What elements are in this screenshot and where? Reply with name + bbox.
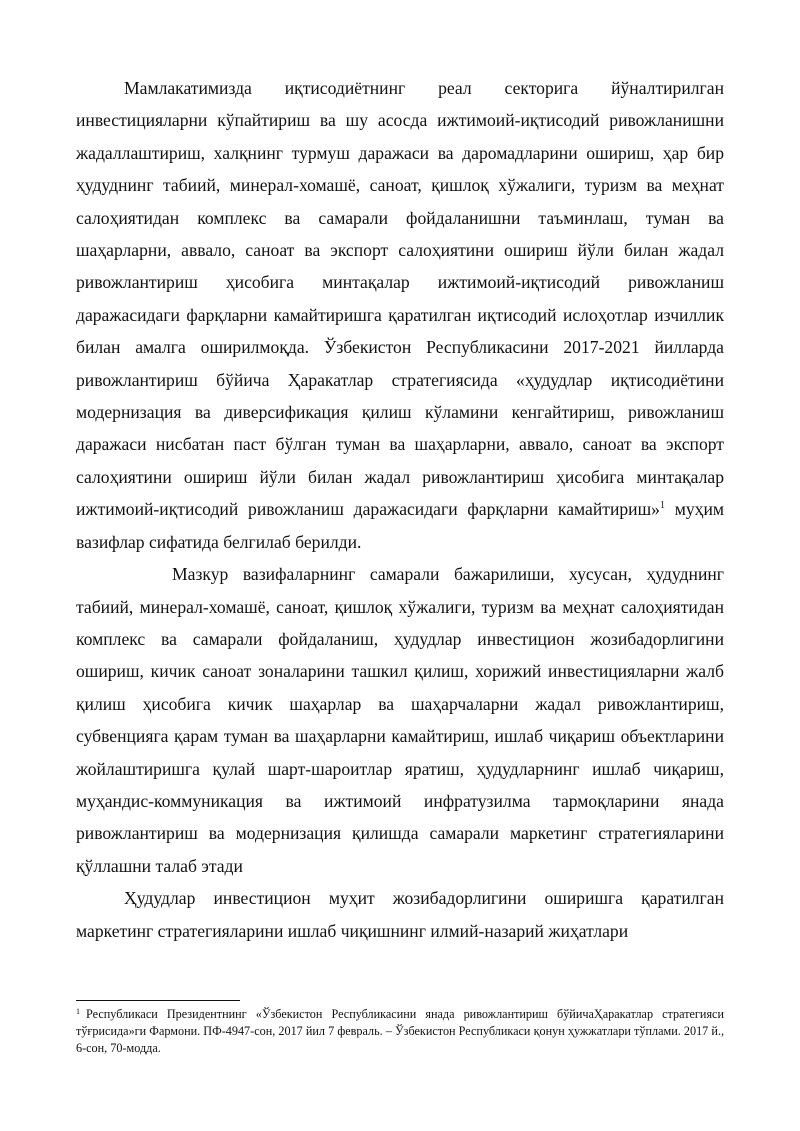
footnote-separator [76, 1000, 240, 1001]
footnote-text: Республикаси Президентнинг «Ўзбекистон Республикасини янада ривожлантириш бўйичаҲаракатлар стратегияси тўғрисида»ги Фармони. ПФ-4947-сон, 2017 йил 7 февраль. – Ўзбекистон Республикаси қонун ҳужжатлари тўплами. 2017 й., 6-сон, 70-модда. [76, 1007, 724, 1055]
paragraph-3: Ҳудудлар инвестицион муҳит жозибадорлигини оширишга қаратилган маркетинг стратегияларини ишлаб чиқишнинг илмий-назарий жиҳатлари [76, 888, 724, 941]
paragraph-2: Мазкур вазифаларнинг самарали бажарилиши, хусусан, ҳудуднинг табиий, минерал-хомашё, саноат, қишлоқ хўжалиги, туризм ва меҳнат салоҳиятидан комплекс ва самарали фойдаланиш, ҳудудлар инвестицион жозибадорлигини ошириш, кичик саноат зоналарини ташкил қилиш, хорижий инвестицияларни жалб қилиш ҳисобига кичик шаҳарлар ва шаҳарчаларни жадал ривожлантириш, субвенцияга қарам туман ва шаҳарларни камайтириш, ишлаб чиқариш объектларини жойлаштиришга қулай шарт-шароитлар яратиш, ҳудудларнинг ишлаб чиқариш, муҳандис-коммуникация ва ижтимоий инфратузилма тармоқларини янада ривожлантириш ва модернизация қилишда самарали маркетинг стратегияларини қўллашни талаб этади [76, 564, 724, 876]
paragraph-1-text: Мамлакатимизда иқтисодиётнинг реал секторига йўналтирилган инвестицияларни кўпайтириш ва шу асосда ижтимоий-иқтисодий ривожланишни жадаллаштириш, халқнинг турмуш даражаси ва даромадларини ошириш, ҳар бир ҳудуднинг табиий, минерал-хомашё, саноат, қишлоқ хўжалиги, туризм ва меҳнат салоҳиятидан комплекс ва самарали фойдаланишни таъминлаш, туман ва шаҳарларни, аввало, саноат ва экспорт салоҳиятини ошириш йўли билан жадал ривожлантириш ҳисобига минтақалар ижтимоий-иқтисодий ривожланиш даражасидаги фарқларни камайтиришга қаратилган иқтисодий ислоҳотлар изчиллик билан амалга оширилмоқда. Ўзбекистон Республикасини 2017-2021 йилларда ривожлантириш бўйича Ҳаракатлар стратегиясида «ҳудудлар иқтисодиётини модернизация ва диверсификация қилиш кўламини кенгайтириш, ривожланиш даражаси нисбатан паст бўлган туман ва шаҳарларни, аввало, саноат ва экспорт салоҳиятини ошириш йўли билан жадал ривожлантириш ҳисобига минтақалар ижтимоий-иқтисодий ривожланиш даражасидаги фарқларни камайтириш» [76, 78, 724, 520]
footnote [76, 1006, 724, 1057]
document-body [76, 72, 724, 947]
footnote-reference: 1 [659, 500, 665, 512]
paragraph-1-tail: муҳим вазифлар сифатида белгилаб берилди. [76, 499, 724, 552]
footnote-number: 1 [76, 1007, 80, 1016]
paragraph-1 [76, 72, 724, 558]
